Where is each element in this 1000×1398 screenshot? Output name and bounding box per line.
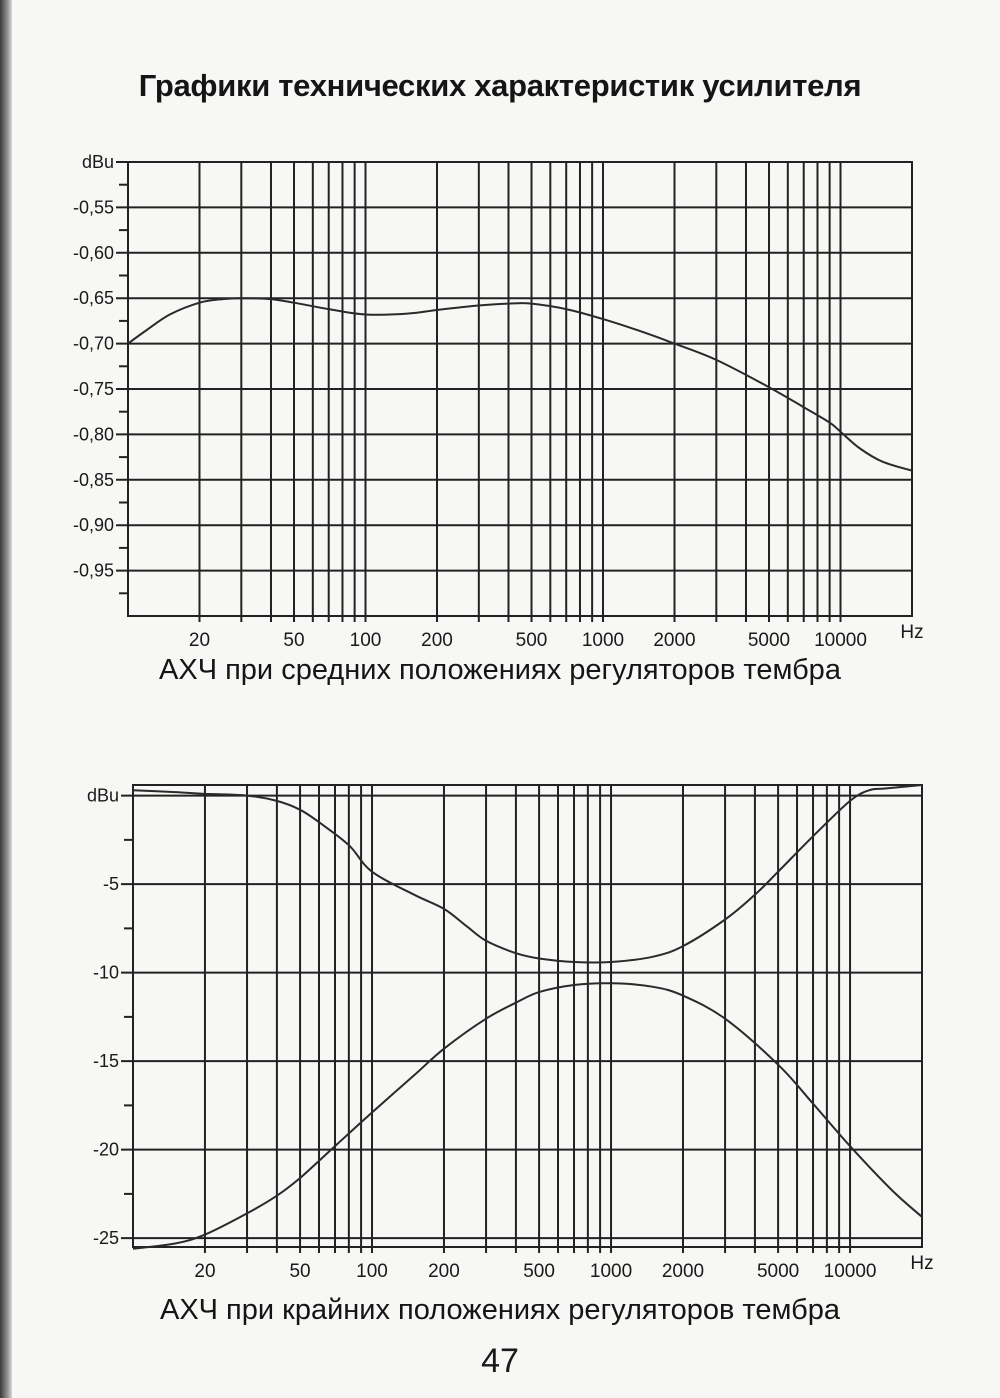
x-axis-unit-label: Hz	[910, 1253, 934, 1274]
y-tick-label: -20	[92, 1139, 119, 1160]
x-tick-label: 5000	[747, 630, 791, 651]
x-tick-label: 10000	[814, 630, 867, 651]
y-tick-label: -0,90	[72, 515, 114, 536]
x-tick-label: 100	[349, 630, 382, 651]
x-tick-label: 50	[283, 630, 305, 651]
y-tick-label: -5	[102, 874, 119, 895]
x-tick-label: 2000	[661, 1261, 705, 1282]
x-tick-label: 20	[188, 630, 211, 651]
page-title: Графики технических характеристик усилителя	[138, 68, 862, 103]
chart-caption-mid: АХЧ при средних положениях регуляторов тембра	[159, 654, 841, 686]
page-number: 47	[481, 1342, 519, 1380]
x-tick-label: 200	[421, 630, 453, 651]
y-tick-label: dBu	[86, 785, 119, 806]
plot-frame	[133, 785, 922, 1247]
y-tick-label: -0,55	[72, 197, 114, 218]
y-tick-label: dBu	[81, 152, 114, 172]
x-axis-unit-label: Hz	[900, 622, 924, 643]
x-tick-label: 500	[515, 630, 548, 651]
series-line-0	[133, 785, 922, 963]
series-line-1	[133, 983, 922, 1249]
chart-caption-extreme: АХЧ при крайних положениях регуляторов тембра	[159, 1294, 840, 1326]
x-tick-label: 1000	[581, 630, 625, 651]
x-tick-label: 20	[194, 1261, 216, 1282]
y-tick-label: -0,65	[72, 288, 114, 309]
y-tick-label: -15	[92, 1051, 119, 1072]
x-tick-label: 5000	[756, 1261, 800, 1282]
x-tick-label: 1000	[589, 1261, 633, 1282]
x-tick-label: 10000	[823, 1261, 877, 1282]
x-tick-label: 2000	[653, 630, 696, 651]
y-tick-label: -0,75	[72, 379, 114, 399]
x-tick-label: 100	[356, 1261, 388, 1282]
y-tick-label: -0,80	[72, 424, 114, 445]
x-tick-label: 50	[289, 1261, 311, 1282]
y-tick-label: -0,70	[72, 333, 114, 354]
x-tick-label: 500	[523, 1261, 555, 1282]
y-tick-label: -0,95	[72, 560, 114, 581]
y-tick-label: -25	[92, 1228, 119, 1249]
x-tick-label: 200	[428, 1261, 460, 1282]
y-tick-label: -0,60	[72, 242, 114, 263]
y-tick-label: -0,85	[72, 469, 114, 490]
y-tick-label: -10	[92, 962, 119, 983]
